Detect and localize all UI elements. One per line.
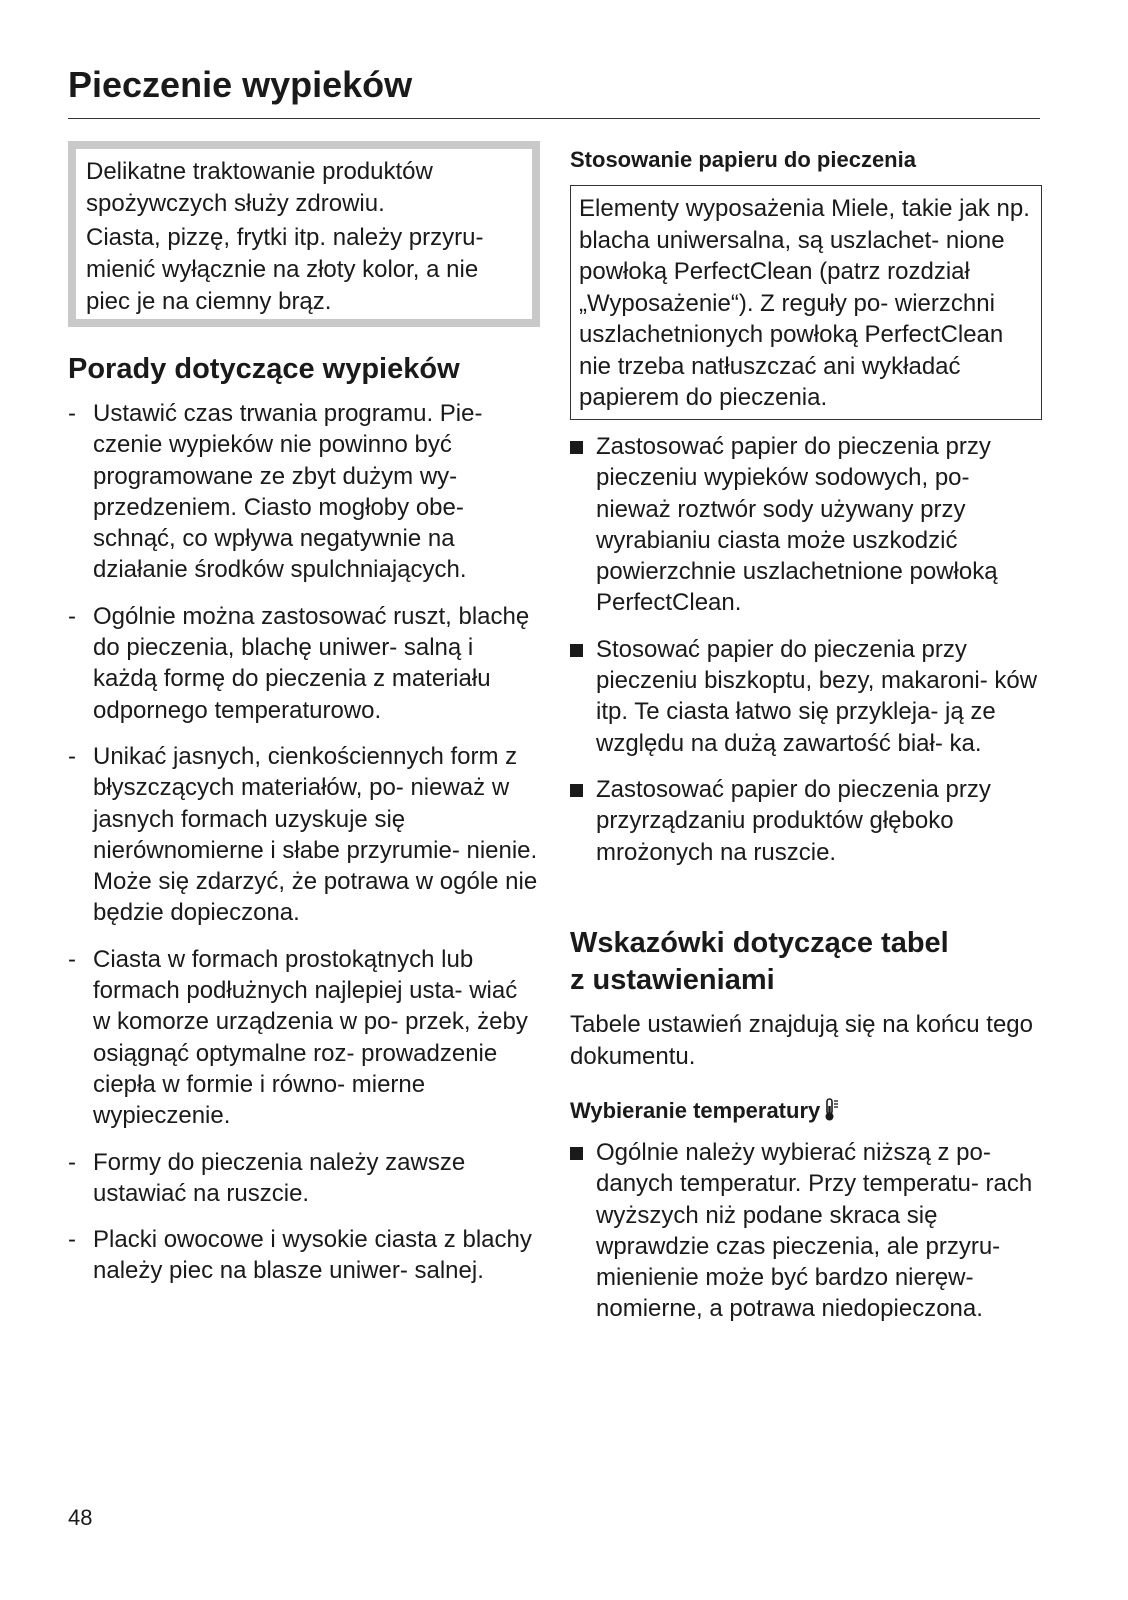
list-item: Ogólnie należy wybierać niższą z po- danych temperatur. Przy temperatu- rach wyższych niż podane skraca się wprawdzie czas pieczenia, ale przyru- mienienie może być bardzo nieręw- nomierne, a potrawa niedopieczona.	[570, 1137, 1042, 1325]
settings-tables-heading: Wskazówki dotyczące tabel z ustawieniami	[570, 927, 949, 996]
title-rule	[68, 118, 1040, 119]
list-item: - Formy do pieczenia należy zawsze ustawiać na ruszcie.	[68, 1148, 466, 1207]
page-title: Pieczenie wypieków	[68, 64, 413, 105]
tips-heading: Porady dotyczące wypieków	[68, 353, 460, 385]
tips-list	[68, 398, 540, 1302]
square-bullet-icon	[570, 441, 583, 454]
square-bullet-icon	[570, 644, 583, 657]
temperature-heading: Wybieranie temperatury	[570, 1097, 840, 1129]
list-item: - Ustawić czas trwania programu. Pie- czenie wypieków nie powinno być programowane ze zbyt dużym wy- przedzeniem. Ciasto mogłoby obe- schnąć, co wpływa negatywnie na działanie środków spulchniających.	[68, 400, 483, 584]
list-item: Zastosować papier do pieczenia przy pieczeniu wypieków sodowych, po- nieważ roztwór sody używany przy wyrabianiu ciasta może uszkodzić powierzchnie uszlachetnione powłoką PerfectClean.	[570, 431, 1042, 619]
list-item: Stosować papier do pieczenia przy pieczeniu biszkoptu, bezy, makaroni- ków itp. Te ciasta łatwo się przykleja- ją ze względu na dużą zawartość biał- ka.	[570, 634, 1042, 759]
dash-marker: -	[68, 945, 76, 973]
dash-marker: -	[68, 742, 76, 770]
settings-tables-text: Tabele ustawień znajdują się na końcu tego dokumentu.	[570, 1011, 1033, 1070]
info-box: Elementy wyposażenia Miele, takie jak np. blacha uniwersalna, są uszlachet- nione powłoką PerfectClean (patrz rozdział „Wyposażenie“). Z reguły po- wierzchni uszlachetnionych powłoką PerfectClean nie trzeba natłuszczać ani wykładać papierem do pieczenia.	[570, 185, 1042, 420]
list-item: - Ciasta w formach prostokątnych lub formach podłużnych najlepiej usta- wiać w komorze urządzenia w po- przek, żeby osiągnąć optymalne roz- prowadzenie ciepła w formie i równo- mierne wypieczenie.	[68, 945, 528, 1130]
dash-marker: -	[68, 1148, 76, 1176]
square-bullet-icon	[570, 1147, 583, 1160]
temperature-list	[570, 1137, 1042, 1340]
dash-marker: -	[68, 602, 76, 630]
square-bullet-icon	[570, 784, 583, 797]
dash-marker: -	[68, 1226, 76, 1254]
list-item: - Unikać jasnych, cienkościennych form z błyszczących materiałów, po- nieważ w jasnych formach uzyskuje się nierównomierne i słabe przyrumie- nienie. Może się zdarzyć, że potrawa w ogóle nie będzie dopieczona.	[68, 742, 538, 927]
page-number: 48	[68, 1505, 93, 1530]
list-item: - Placki owocowe i wysokie ciasta z blachy należy piec na blasze uniwer- salnej.	[68, 1226, 532, 1285]
list-item: - Ogólnie można zastosować ruszt, blachę do pieczenia, blachę uniwer- salną i każdą formę do pieczenia z materiału odpornego temperaturowo.	[68, 602, 530, 724]
warning-text: Ciasta, pizzę, frytki itp. należy przyru- mienić wyłącznie na złoty kolor, a nie piec je na ciemny brąz.	[86, 224, 484, 315]
dash-marker: -	[68, 400, 76, 427]
baking-paper-list	[570, 431, 1042, 883]
warning-text: Delikatne traktowanie produktów spożywczych służy zdrowiu.	[86, 158, 433, 217]
thermometer-icon	[824, 1098, 840, 1129]
list-item: Zastosować papier do pieczenia przy przyrządzaniu produktów głęboko mrożonych na ruszcie.	[570, 774, 1042, 868]
warning-box	[68, 141, 540, 327]
baking-paper-heading: Stosowanie papieru do pieczenia	[570, 147, 916, 172]
